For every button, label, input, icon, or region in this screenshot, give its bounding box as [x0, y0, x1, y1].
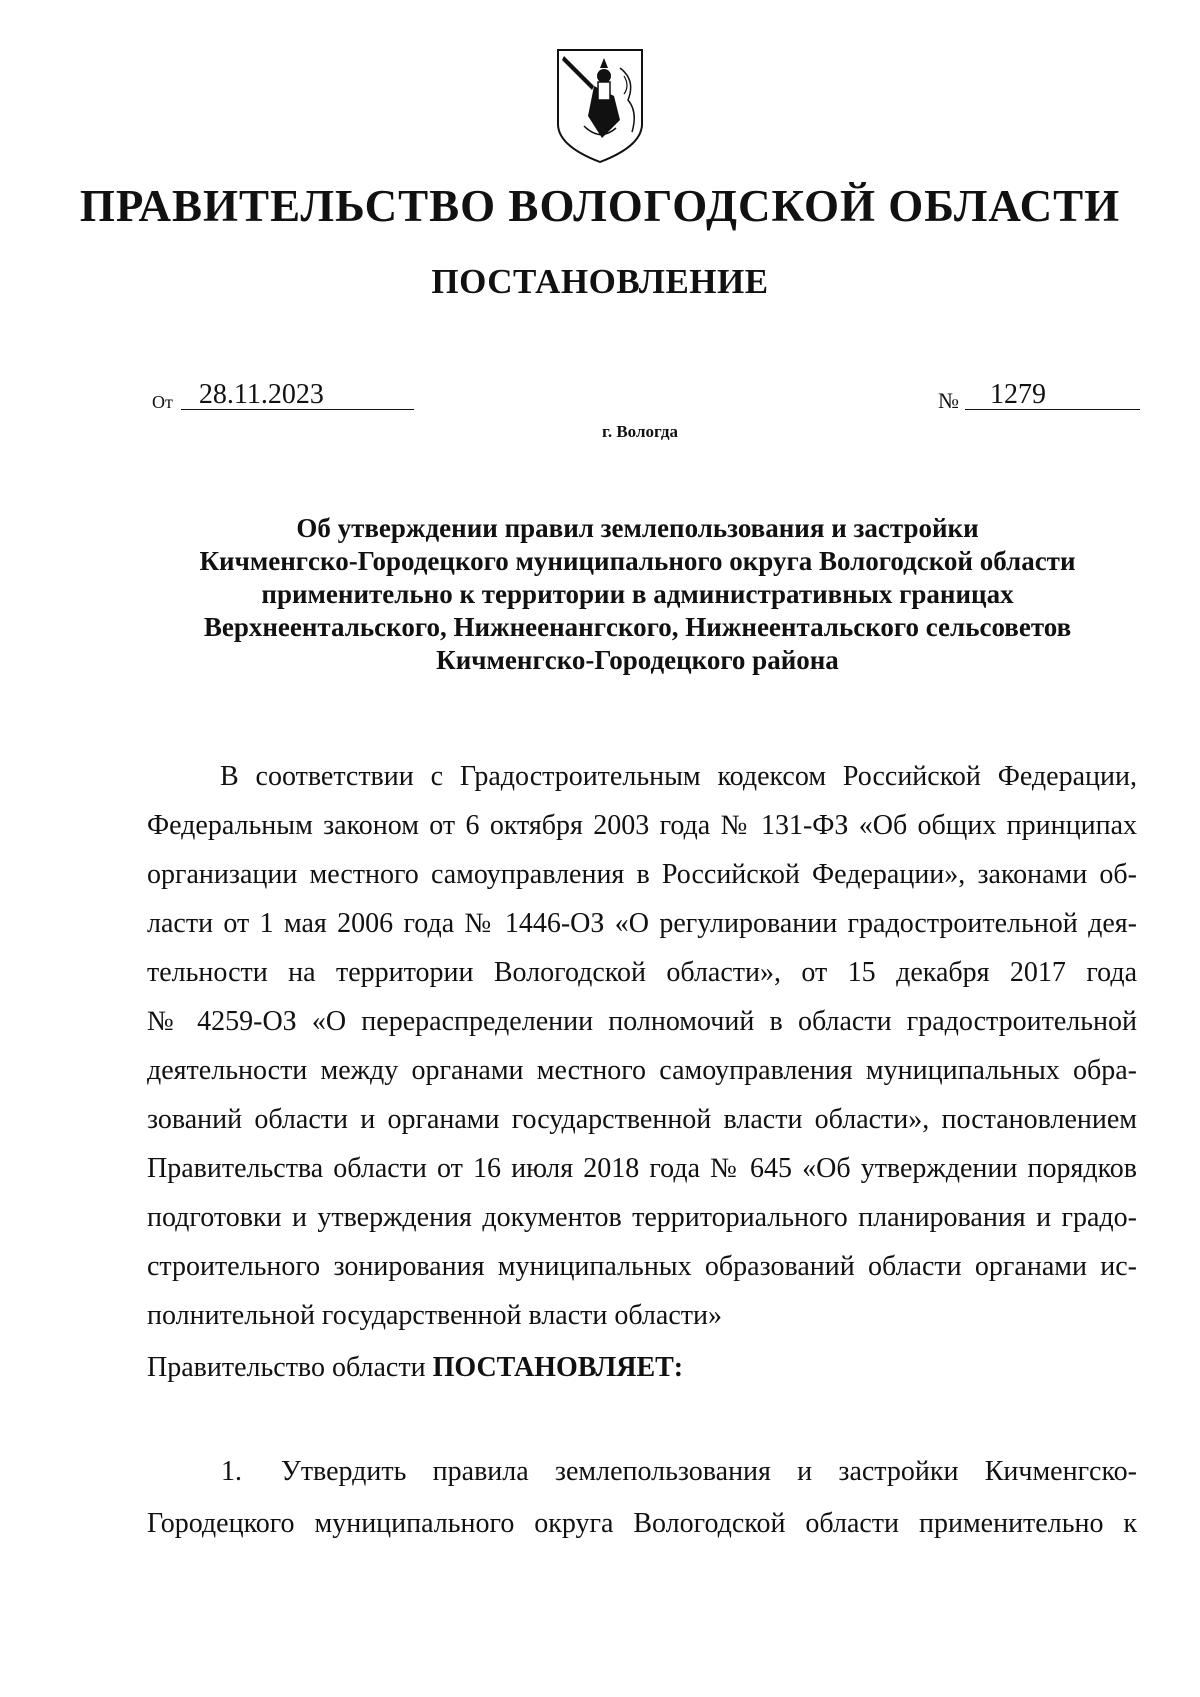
clause-1: [147, 1446, 1137, 1550]
body-line: В соответствии с Градостроительным кодексом Российской Федерации,: [220, 761, 1137, 792]
city-label: г. Вологда: [602, 422, 678, 441]
body-line: организации местного самоуправления в Российской Федерации», законами об-: [147, 859, 1137, 890]
decree-statement: [147, 1352, 683, 1384]
heading-line: Об утверждении правил землепользования и застройки: [296, 513, 979, 543]
document-heading: [150, 512, 1125, 677]
clause-line: Городецкого муниципального округа Вологодской области применительно к: [147, 1508, 1137, 1539]
number-block: [938, 379, 1140, 415]
decree-prefix: Правительство области: [147, 1352, 426, 1383]
body-line: строительного зонирования муниципальных образований области органами ис-: [147, 1251, 1137, 1282]
organization-title: ПРАВИТЕЛЬСТВО ВОЛОГОДСКОЙ ОБЛАСТИ: [79, 181, 1121, 231]
body-line: Федеральным законом от 6 октября 2003 года № 131-ФЗ «Об общих принципах: [147, 810, 1137, 841]
body-line: Правительства области от 16 июля 2018 года № 645 «Об утверждении порядков: [147, 1153, 1137, 1184]
body-line: ласти от 1 мая 2006 года № 1446-ОЗ «О регулировании градостроительной дея-: [147, 908, 1137, 939]
clause-number: 1.: [221, 1456, 242, 1487]
date-block: [152, 379, 414, 415]
preamble-paragraph: [147, 752, 1137, 1340]
heading-line: Кичменгско-Городецкого муниципального округа Вологодской области: [199, 546, 1076, 576]
document-number: 1279: [965, 381, 1140, 410]
coat-of-arms-emblem: [554, 46, 646, 166]
body-line: деятельности между органами местного самоуправления муниципальных обра-: [147, 1055, 1137, 1086]
document-type: ПОСТАНОВЛЕНИЕ: [431, 262, 769, 301]
decree-word: ПОСТАНОВЛЯЕТ:: [432, 1352, 684, 1383]
body-line: подготовки и утверждения документов территориального планирования и градо-: [147, 1202, 1137, 1233]
number-label: №: [938, 388, 959, 413]
document-date: 28.11.2023: [181, 381, 414, 410]
body-line: № 4259-ОЗ «О перераспределении полномочий в области градостроительной: [147, 1006, 1137, 1037]
body-line: зований области и органами государственной власти области», постановлением: [147, 1104, 1137, 1135]
heading-line: применительно к территории в административных границах: [261, 579, 1014, 609]
heading-line: Верхнеентальского, Нижнеенангского, Нижнеентальского сельсоветов: [203, 612, 1072, 642]
body-line: тельности на территории Вологодской области», от 15 декабря 2017 года: [147, 957, 1137, 988]
clause-line: [147, 1446, 1137, 1498]
date-label: От: [152, 392, 173, 412]
clause-text: Утвердить правила землепользования и застройки Кичменгско-: [281, 1456, 1137, 1487]
heading-line: Кичменгско-Городецкого района: [436, 645, 839, 675]
body-line: полнительной государственной власти области»: [147, 1300, 722, 1331]
